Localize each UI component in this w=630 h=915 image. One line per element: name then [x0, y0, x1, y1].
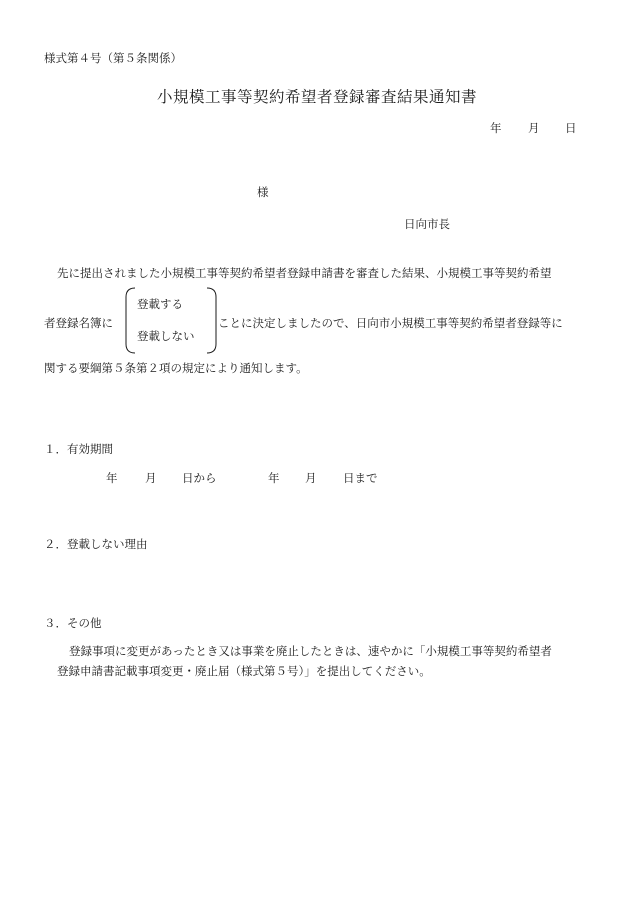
period-to-year: 年 — [268, 471, 280, 485]
body-line-2-suffix: ことに決定しましたので、日向市小規模工事等契約希望者登録等に — [218, 316, 563, 330]
body-line-2-prefix: 者登録名簿に — [44, 316, 113, 330]
register-option-bracket — [125, 287, 217, 354]
recipient-suffix: 様 — [257, 185, 269, 199]
date-year: 年 — [490, 121, 502, 135]
period-from-year: 年 — [106, 471, 118, 485]
option-register: 登載する — [137, 297, 183, 311]
section-3-heading: ３．その他 — [44, 616, 102, 630]
document-title: 小規模工事等契約希望者登録審査結果通知書 — [157, 88, 478, 106]
form-number: 様式第４号（第５条関係） — [44, 51, 182, 65]
date-month: 月 — [528, 121, 540, 135]
section-1-heading: １．有効期間 — [44, 442, 113, 456]
period-from-day: 日から — [182, 471, 217, 485]
section-3-line-2: 登録申請書記載事項変更・廃止届（様式第５号）」を提出してください。 — [57, 664, 431, 678]
body-line-1: 先に提出されました小規模工事等契約希望者登録申請書を審査した結果、小規模工事等契約希望 — [57, 266, 552, 280]
period-from-month: 月 — [145, 471, 157, 485]
issuer: 日向市長 — [404, 217, 450, 231]
option-not-register: 登載しない — [137, 329, 195, 343]
body-line-3: 関する要綱第５条第２項の規定により通知します。 — [44, 361, 308, 375]
section-3-line-1: 登録事項に変更があったとき又は事業を廃止したときは、速やかに「小規模工事等契約希望者 — [69, 644, 552, 658]
period-to-day: 日まで — [343, 471, 378, 485]
date-day: 日 — [565, 121, 577, 135]
period-to-month: 月 — [305, 471, 317, 485]
section-2-heading: ２．登載しない理由 — [44, 537, 148, 551]
